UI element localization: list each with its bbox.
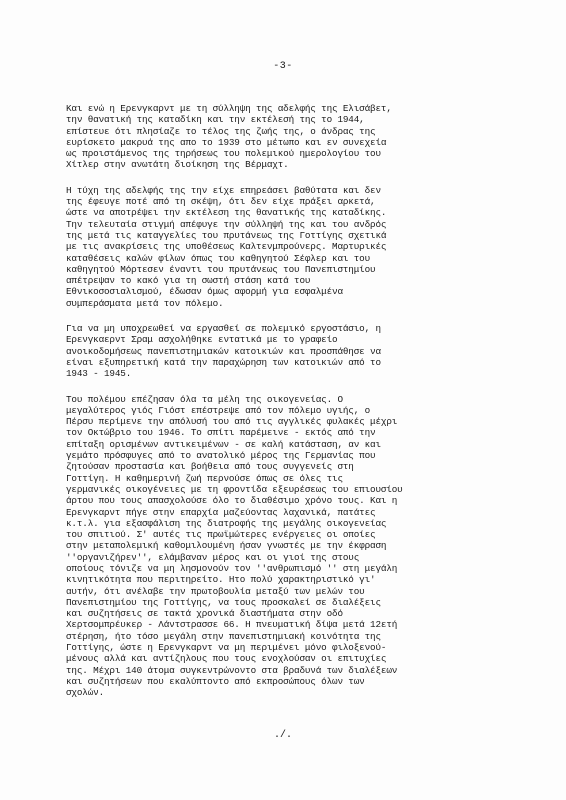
text-line: καθηγητού Μόρτεσεν έναντι του πρυτάνεως του Πανεπιστημίου: [66, 263, 376, 275]
text-line: με τις ανακρίσεις της υποθέσεως Καλτενμπρούνερς. Μαρτυρικές: [66, 241, 387, 253]
text-line: του σπιτιού. Σ' αυτές τις πρωϊμώτερες ενέργειες οι οποίες: [66, 529, 376, 541]
text-line: ώστε να αποτρέψει την εκτέλεση της θανατικής της καταδίκης.: [66, 207, 387, 219]
text-line: Του πολέμου επέζησαν όλα τα μέλη της οικογενείας. Ο: [66, 393, 343, 405]
paragraph: [66, 185, 506, 309]
paragraph: [66, 323, 506, 379]
body-text: [66, 103, 506, 713]
text-line: μένους αλλά και αντίζηλους που τους ενοχλούσαν οι επιτυχίες: [66, 653, 387, 665]
paragraph: [66, 103, 506, 171]
text-line: Ερενγκαρντ πήγε στην επαρχία μαζεύοντας λαχανικά, πατάτες: [66, 506, 376, 518]
text-line: της έφευγε ποτέ από τη σκέψη, ότι δεν είχε πράξει αρκετά,: [66, 196, 376, 208]
page-number: -3-: [273, 61, 293, 72]
continuation-mark: ./.: [273, 730, 292, 741]
paragraph: [66, 394, 506, 699]
text-line: Την τελευταία στιγμή απέφυγε την σύλληψή της και του ανδρός: [66, 218, 387, 230]
text-line: ως προιστάμενος της τηρήσεως του πολεμικού ημερολογίου του: [66, 148, 381, 160]
text-line: τον Οκτώβριο του 1946. Το σπίτι παρέμεινε - εκτός από την: [66, 427, 376, 439]
text-line: της. Μέχρι 140 άτομα συγκεντρώνοντο στα βραδυνά των διαλέξεων: [66, 664, 398, 676]
text-line: κινητικότητα που περιτηρείτο. Ητο πολύ χαρακτηριστικό γι': [66, 574, 376, 586]
text-line: ανοικοδομήσεως πανεπιστημιακών κατοικιών και προσπάθησε να: [66, 345, 381, 357]
text-line: καταθέσεις καλών φίλων όπως του καθηγητού Σέφλερ και του: [66, 252, 371, 264]
text-line: ευρίσκετο μακρυά της απο το 1939 στο μέτωπο και εν συνεχεία: [66, 136, 387, 148]
text-line: είναι εξυπηρετική κατά την παραχώρηση των κατοικιών από το: [66, 356, 381, 368]
text-line: συμπεράσματα μετά τον πόλεμο.: [66, 297, 224, 309]
text-line: ζητούσαν προστασία και βοήθεια από τους συγγενείς στη: [66, 461, 354, 473]
text-line: Πανεπιστημίου της Γοττίγης, να τους προσκαλεί σε διαλέξεις: [66, 596, 381, 608]
text-line: 1943 - 1945.: [66, 368, 132, 380]
text-line: την θανατική της καταδίκη και την εκτέλεσή της το 1944,: [66, 114, 365, 126]
text-line: Πέρσυ περίμενε την απόλυσή του από τις αγγλικές φυλακές μέχρι: [66, 416, 398, 428]
text-line: Χερτσομπρέυκερ - Λάντστρασσε 66. Η πνευματική δίψα μετά 12ετή: [66, 619, 398, 631]
text-line: Η τύχη της αδελφής της την είχε επηρεάσει βαθύτατα και δεν: [66, 184, 381, 196]
text-line: μεγαλύτερος γιός Γιόστ επέστρεψε από τον πόλεμο υγιής, ο: [66, 404, 371, 416]
text-line: αυτήν, ότι ανέλαβε την πρωτοβουλία μεταξύ των μελών του: [66, 585, 365, 597]
text-line: επίστευε ότι πλησίαζε το τέλος της ζωής της, ο άνδρας της: [66, 125, 376, 137]
text-line: Γοττίγη. Η καθημερινή ζωή περνούσε όπως σε όλες τις: [66, 472, 343, 484]
text-line: κ.τ.λ. για εξασφάλιση της διατροφής της μεγάλης οικογενείας: [66, 517, 387, 529]
text-line: και συζητήσεις σε τακτά χρονικά διαστήματα στην οδό: [66, 608, 343, 620]
text-line: απέτρεψαν το κακό για τη σωστή στάση κατά του: [66, 275, 311, 287]
text-line: Γοττίγης, ώστε η Ερενγκαρντ να μη περιμένει μόνο φιλοξενού-: [66, 642, 387, 654]
text-line: στην μεταπολεμική καθομιλουμένη ήσαν γνωστές με την έκφραση: [66, 540, 387, 552]
text-line: Για να μη υποχρεωθεί να εργασθεί σε πολεμικό εργοστάσιο, η: [66, 323, 381, 335]
text-line: και συζητήσεων που εκαλύπτοντο από εκπροσώπους όλων των: [66, 675, 365, 687]
text-line: γεμάτο πρόσφυγες από το ανατολικό μέρος της Γερμανίας που: [66, 450, 376, 462]
text-line: ''οργανιζήρεν'', ελάμβαναν μέρος και οι γιοί της στους: [66, 551, 360, 563]
text-line: σχολών.: [66, 687, 105, 699]
text-line: άρτου που τους απασχολούσε όλο το διαθέσιμο χρόνο τους. Και η: [66, 495, 398, 507]
text-line: Εθνικοσοσιαλισμού, έδωσαν όμως αφορμή για εσφαλμένα: [66, 286, 343, 298]
text-line: Χίτλερ στην ανωτάτη διοίκηση της Βέρμαχτ.: [66, 159, 289, 171]
text-line: γερμανικές οικογένειες με τη φροντίδα εξευρέσεως του επιουσίου: [66, 483, 403, 495]
text-line: επίταξη ορισμένων αντικειμένων - σε καλή κατάσταση, αν και: [66, 438, 381, 450]
text-line: Και ενώ η Ερενγκαρντ με τη σύλληψη της αδελφής της Ελισάβετ,: [66, 103, 392, 114]
text-line: στέρηση, ήτο τόσο μεγάλη στην πανεπιστημιακή κοινότητα της: [66, 630, 381, 642]
text-line: της μετά τις καταγγελίες του πρυτάνεως της Γοττίγης σχετικά: [66, 229, 387, 241]
text-line: οποίους τόνιζε να μη λησμονούν τον ''ανθρωπισμό '' στη μεγάλη: [66, 562, 398, 574]
text-line: Ερενγκαερντ Σραμ ασχολήθηκε εντατικά με το γραφείο: [66, 334, 338, 346]
